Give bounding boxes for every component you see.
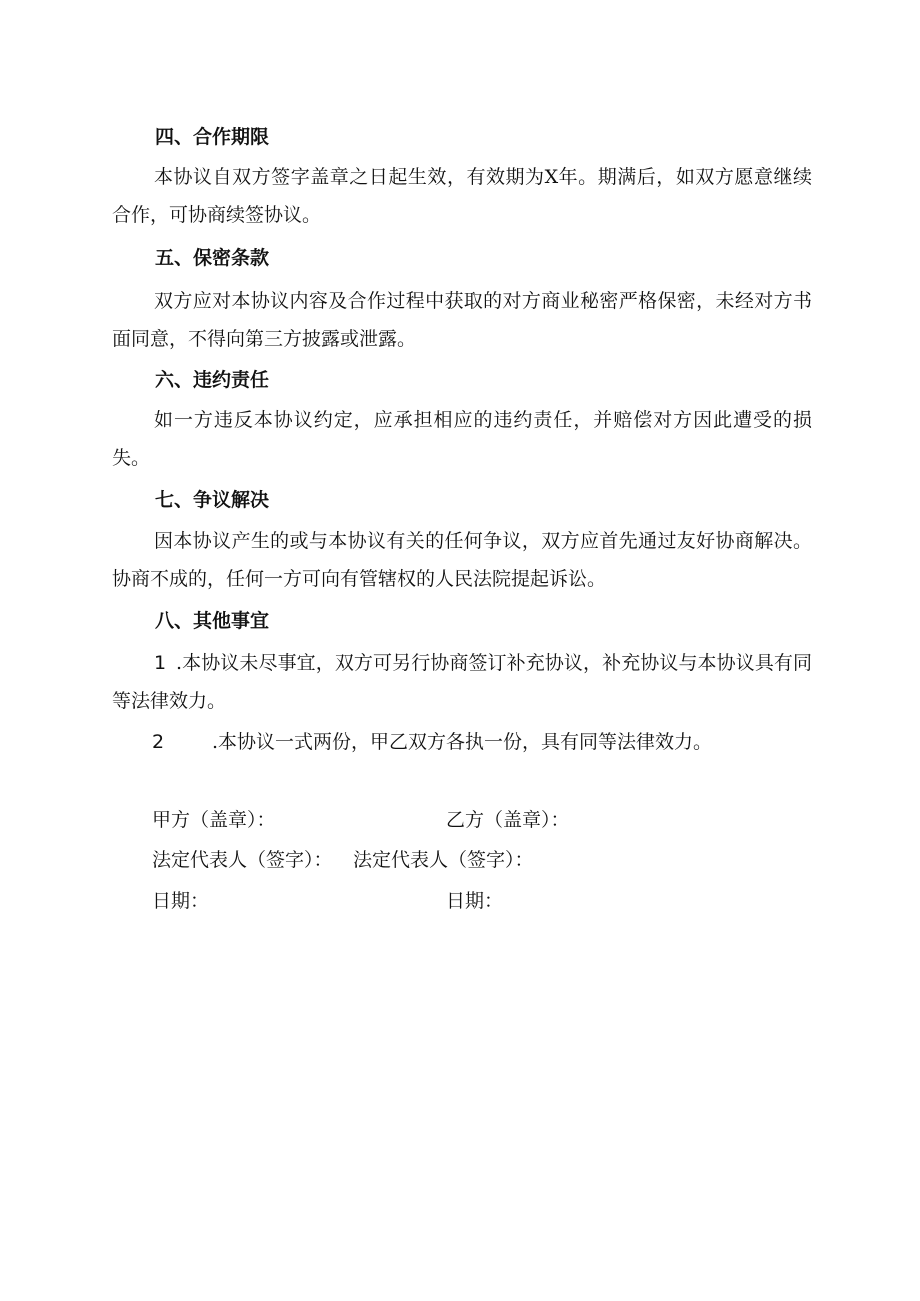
party-a-seal-label: 甲方（盖章）： bbox=[152, 809, 276, 831]
section-heading-term: 四、合作期限 bbox=[155, 126, 270, 148]
misc-item-2 bbox=[152, 730, 712, 754]
party-b-seal-label: 乙方（盖章）： bbox=[446, 809, 570, 831]
misc-item-2-number: 2 bbox=[152, 731, 165, 753]
party-a-date-label: 日期： bbox=[152, 890, 210, 912]
party-b-date-label: 日期： bbox=[446, 890, 504, 912]
section-heading-confidentiality: 五、保密条款 bbox=[155, 247, 270, 269]
section-heading-dispute: 七、争议解决 bbox=[155, 489, 270, 511]
misc-item-1 bbox=[112, 644, 812, 720]
party-a-rep-label: 法定代表人（签字）： bbox=[152, 849, 333, 871]
misc-item-1-number: 1 bbox=[154, 652, 167, 674]
misc-item-2-text: .本协议一式两份，甲乙双方各执一份，具有同等法律效力。 bbox=[212, 731, 713, 753]
section-heading-liability: 六、违约责任 bbox=[155, 369, 270, 391]
section-paragraph-confidentiality: 双方应对本协议内容及合作过程中获取的对方商业秘密严格保密，未经对方书面同意，不得向第三方披露或泄露。 bbox=[112, 290, 812, 350]
section-paragraph-term: 本协议自双方签字盖章之日起生效，有效期为X年。期满后，如双方愿意继续合作，可协商续签协议。 bbox=[112, 166, 812, 226]
section-paragraph-dispute: 因本协议产生的或与本协议有关的任何争议，双方应首先通过友好协商解决。协商不成的，任何一方可向有管辖权的人民法院提起诉讼。 bbox=[112, 530, 812, 590]
misc-item-1-text: .本协议未尽事宜，双方可另行协商签订补充协议，补充协议与本协议具有同等法律效力。 bbox=[112, 652, 812, 712]
section-paragraph-liability: 如一方违反本协议约定，应承担相应的违约责任，并赔偿对方因此遭受的损失。 bbox=[112, 409, 812, 469]
party-b-rep-label: 法定代表人（签字）： bbox=[353, 849, 534, 871]
section-heading-misc: 八、其他事宜 bbox=[155, 610, 270, 632]
